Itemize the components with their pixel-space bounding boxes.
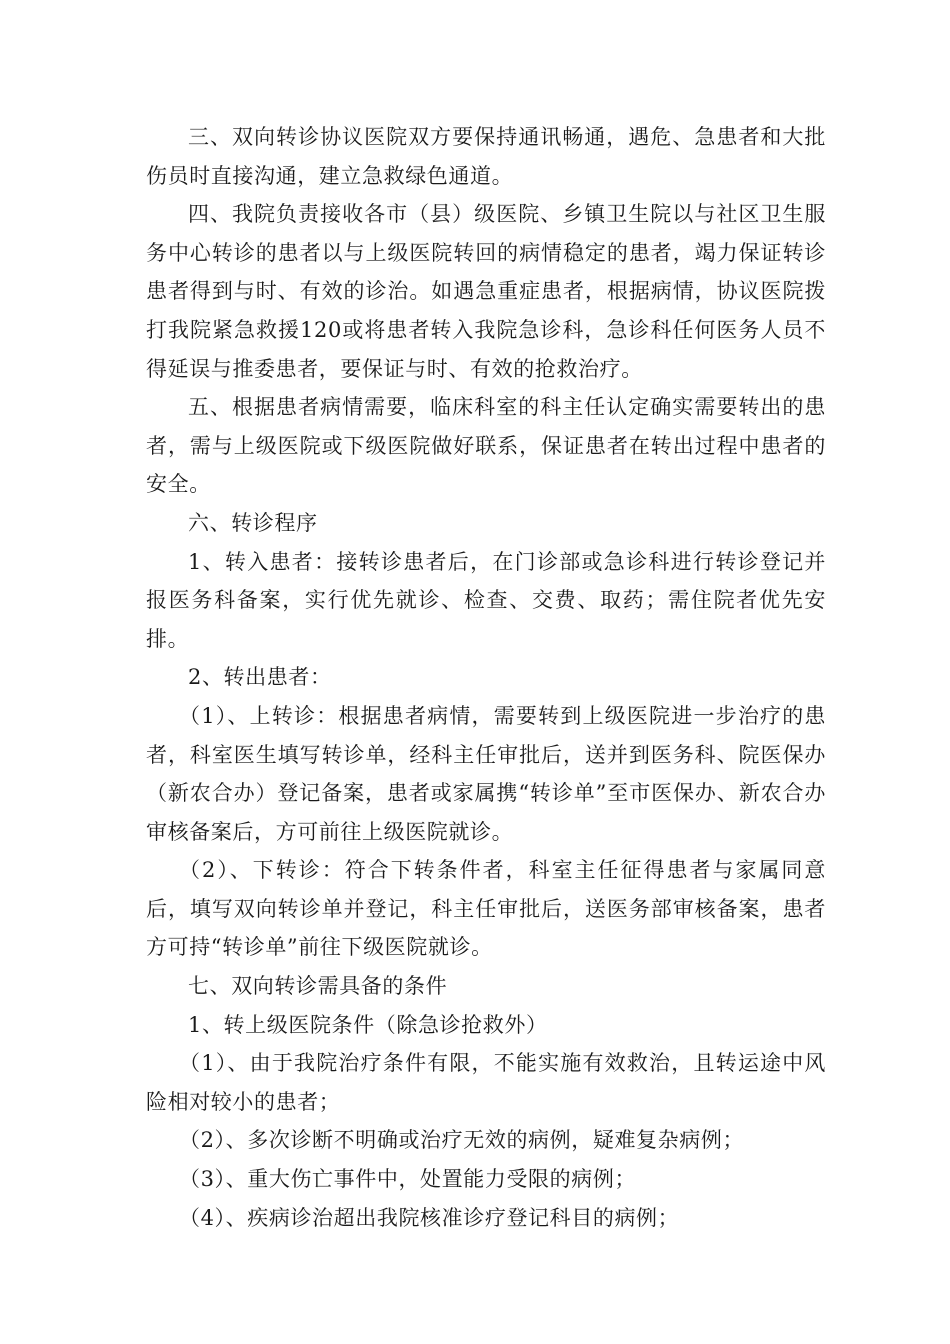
list-item-condition-1: （1）、由于我院治疗条件有限，不能实施有效救治，且转运途中风险相对较小的患者；	[146, 1051, 826, 1114]
paragraph-transfer-in: 1、转入患者：接转诊患者后，在门诊部或急诊科进行转诊登记并报医务科备案，实行优先就诊、检查、交费、取药；需住院者优先安排。	[146, 549, 826, 651]
heading-section-7: 七、双向转诊需具备的条件	[188, 974, 448, 999]
paragraph-downward-referral: （2）、下转诊：符合下转条件者，科室主任征得患者与家属同意后，填写双向转诊单并登记，科主任审批后，送医务部审核备案，患者方可持“转诊单”前往下级医院就诊。	[146, 858, 826, 960]
heading-section-6: 六、转诊程序	[188, 510, 318, 535]
paragraph-transfer-out: 2、转出患者：	[188, 665, 332, 690]
paragraph-section-3: 三、双向转诊协议医院双方要保持通讯畅通，遇危、急患者和大批伤员时直接沟通，建立急救绿色通道。	[146, 125, 826, 188]
list-item-condition-3: （3）、重大伤亡事件中，处置能力受限的病例；	[179, 1167, 637, 1192]
paragraph-section-4: 四、我院负责接收各市（县）级医院、乡镇卫生院以与社区卫生服务中心转诊的患者以与上级医院转回的病情稳定的患者，竭力保证转诊患者得到与时、有效的诊治。如遇急重症患者，根据病情，协议医院拨打我院紧急救援120或将患者转入我院急诊科，急诊科任何医务人员不得延误与推委患者，要保证与时、有效的抢救治疗。	[146, 202, 826, 381]
document-body	[146, 118, 826, 1237]
list-item-condition-4: （4）、疾病诊治超出我院核准诊疗登记科目的病例；	[179, 1205, 680, 1230]
paragraph-section-5: 五、根据患者病情需要，临床科室的科主任认定确实需要转出的患者，需与上级医院或下级医院做好联系，保证患者在转出过程中患者的安全。	[146, 395, 826, 497]
paragraph-upward-referral: （1）、上转诊：根据患者病情，需要转到上级医院进一步治疗的患者，科室医生填写转诊单，经科主任审批后，送并到医务科、院医保办（新农合办）登记备案，患者或家属携“转诊单”至市医保办、新农合办审核备案后，方可前往上级医院就诊。	[146, 703, 826, 844]
list-item-condition-2: （2）、多次诊断不明确或治疗无效的病例，疑难复杂病例；	[179, 1128, 745, 1153]
paragraph-upper-conditions: 1、转上级医院条件（除急诊抢救外）	[188, 1012, 548, 1037]
